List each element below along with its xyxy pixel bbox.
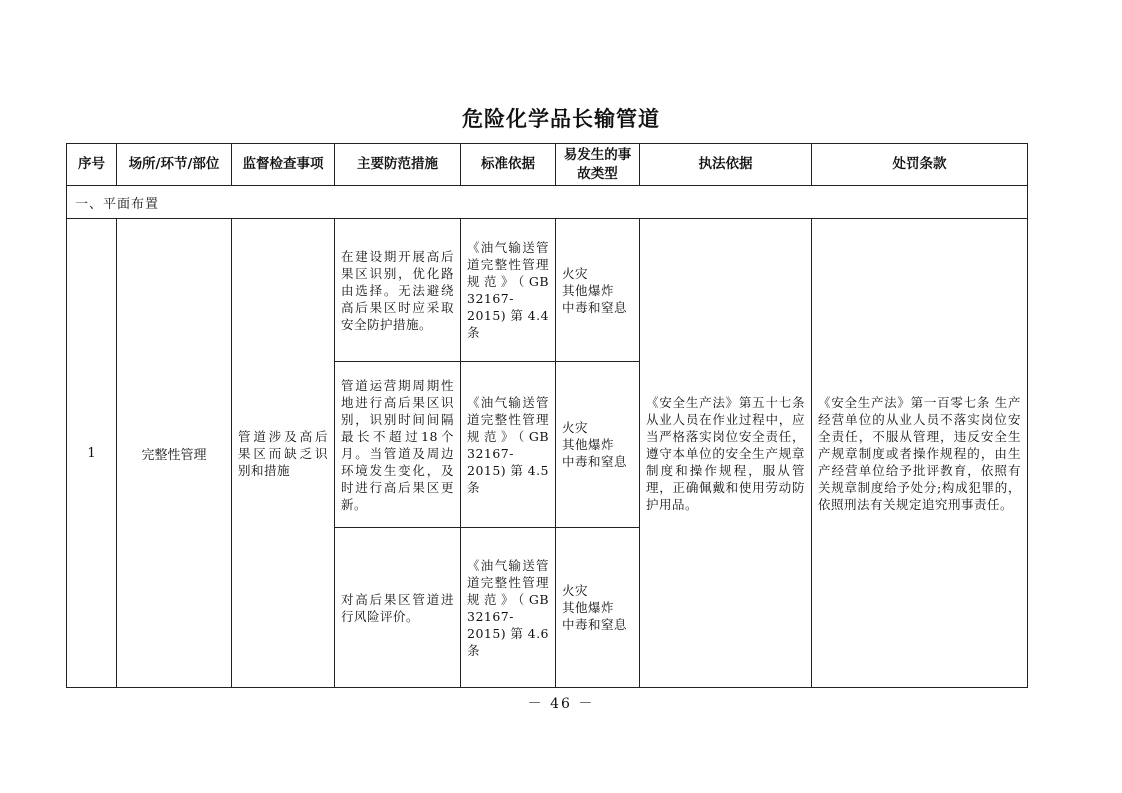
accident-cell: 火灾 其他爆炸 中毒和窒息 — [556, 362, 640, 528]
measure-cell: 对高后果区管道进行风险评价。 — [335, 528, 461, 688]
header-standard: 标准依据 — [461, 144, 556, 186]
inspection-table — [66, 143, 1028, 688]
standard-cell: 《油气输送管道完整性管理规范》（GB 32167-2015)第4.6条 — [461, 528, 556, 688]
accident-cell: 火灾 其他爆炸 中毒和窒息 — [556, 219, 640, 362]
header-row — [67, 144, 1028, 186]
accident-cell: 火灾 其他爆炸 中毒和窒息 — [556, 528, 640, 688]
table-row — [67, 219, 1028, 362]
header-accident-type: 易发生的事故类型 — [556, 144, 640, 186]
header-place: 场所/环节/部位 — [117, 144, 232, 186]
header-measures: 主要防范措施 — [335, 144, 461, 186]
measure-cell: 管道运营期周期性地进行高后果区识别，识别时间间隔最长不超过18个月。当管道及周边环境发生变化，及时进行高后果区更新。 — [335, 362, 461, 528]
standard-cell: 《油气输送管道完整性管理规范》（GB 32167-2015)第4.5条 — [461, 362, 556, 528]
standard-cell: 《油气输送管道完整性管理规范》（GB 32167-2015)第4.4条 — [461, 219, 556, 362]
row-seq: 1 — [67, 219, 117, 688]
row-penalty: 《安全生产法》第一百零七条 生产经营单位的从业人员不落实岗位安全责任，不服从管理，违反安全生产规章制度或者操作规程的，由生产经营单位给予批评教育，依照有关规章制度给予处分;构成犯罪的，依照刑法有关规定追究刑事责任。 — [812, 219, 1028, 688]
row-place: 完整性管理 — [117, 219, 232, 688]
page-title: 危险化学品长输管道 — [462, 107, 660, 131]
section-row — [67, 186, 1028, 219]
header-inspection: 监督检查事项 — [232, 144, 335, 186]
header-law-basis: 执法依据 — [640, 144, 812, 186]
section-title: 一、平面布置 — [67, 186, 1028, 219]
page-number: － 46 － — [527, 696, 595, 712]
header-seq: 序号 — [67, 144, 117, 186]
row-inspection: 管道涉及高后果区而缺乏识别和措施 — [232, 219, 335, 688]
row-law-basis: 《安全生产法》第五十七条 从业人员在作业过程中，应当严格落实岗位安全责任，遵守本单位的安全生产规章制度和操作规程，服从管理，正确佩戴和使用劳动防护用品。 — [640, 219, 812, 688]
header-penalty: 处罚条款 — [812, 144, 1028, 186]
measure-cell: 在建设期开展高后果区识别，优化路由选择。无法避绕高后果区时应采取安全防护措施。 — [335, 219, 461, 362]
